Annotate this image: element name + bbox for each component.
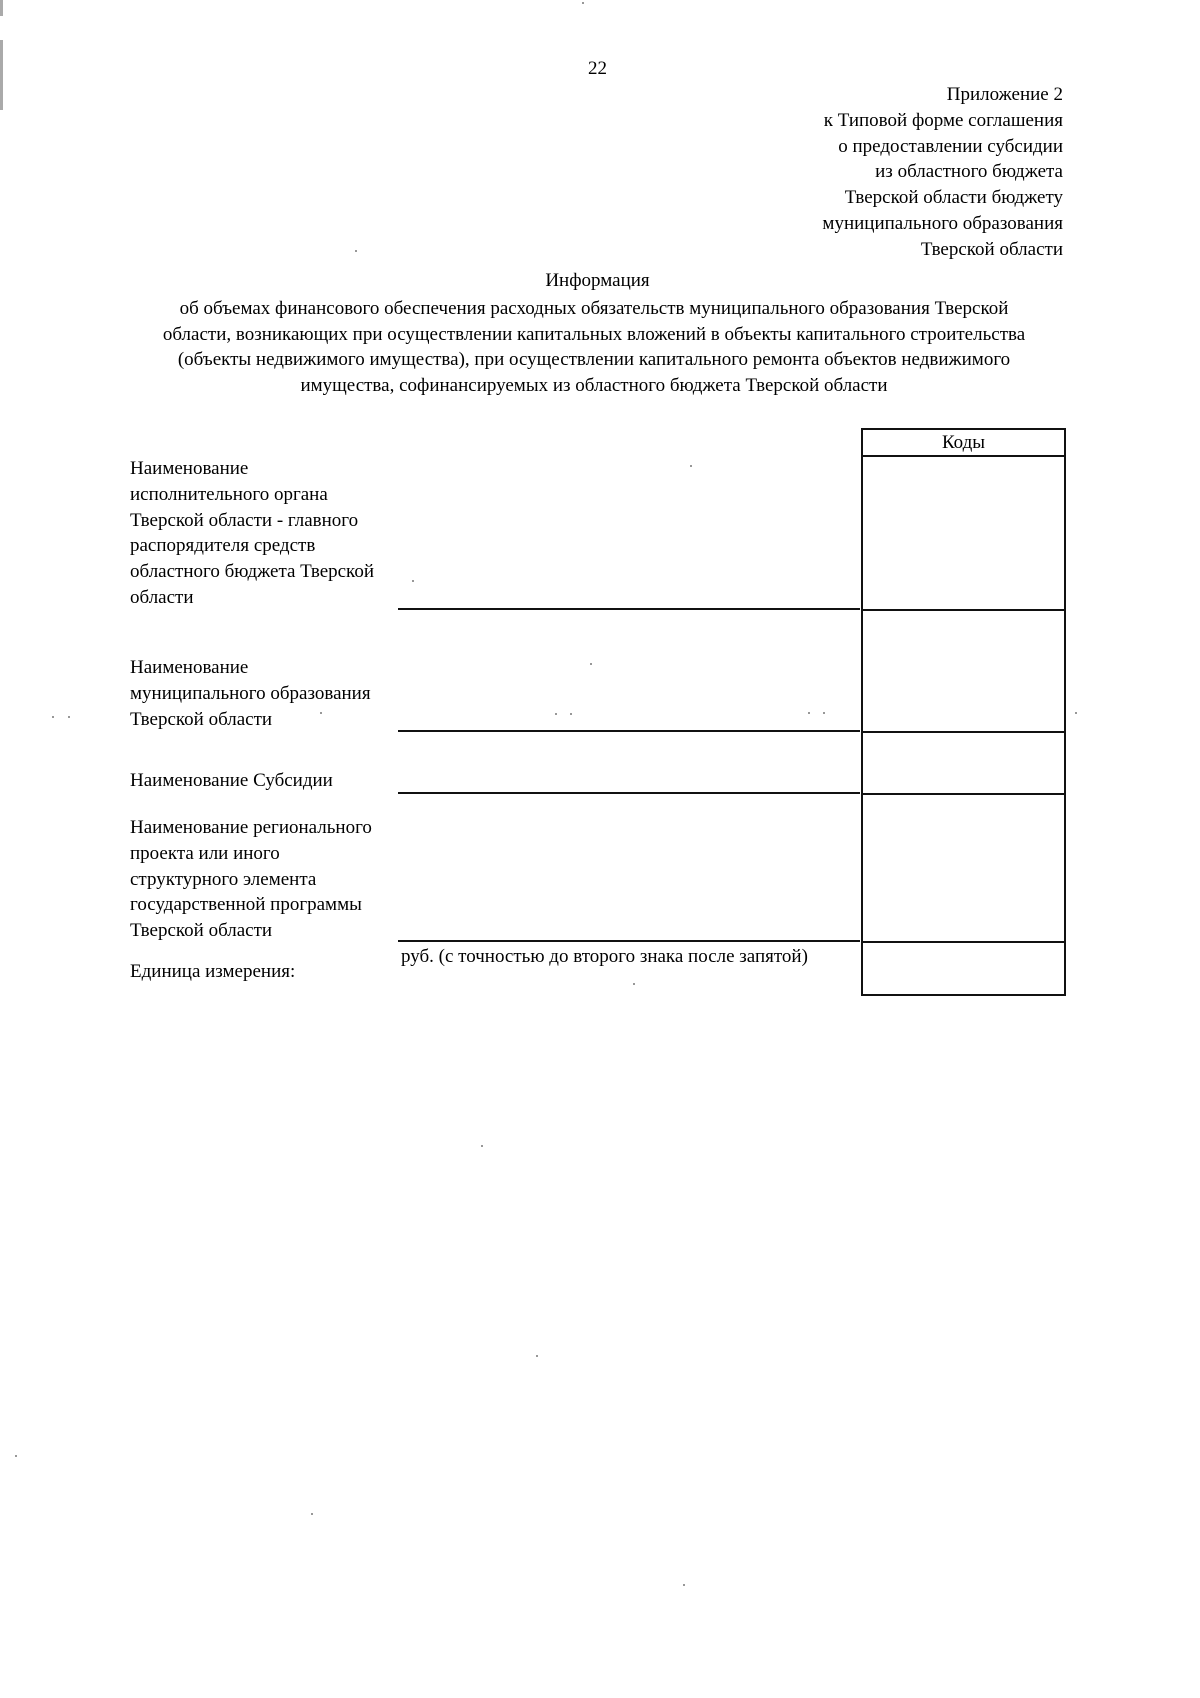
- codes-cell-divider: [863, 731, 1064, 733]
- unit-value: руб. (с точностью до второго знака после запятой): [401, 946, 808, 967]
- label-line: Наименование: [130, 458, 249, 479]
- scan-speck: [590, 663, 592, 665]
- scan-speck: [633, 983, 635, 985]
- scan-speck: [481, 1145, 483, 1147]
- scan-speck: [68, 716, 70, 718]
- scan-speck: [1075, 712, 1077, 714]
- scan-speck: [15, 1455, 17, 1457]
- municipality-field[interactable]: [398, 730, 860, 732]
- appendix-line: Тверской области: [920, 238, 1063, 260]
- scan-speck: [808, 712, 810, 714]
- scan-speck: [412, 580, 414, 582]
- label-line: государственной программы: [130, 894, 362, 916]
- appendix-line: Тверской области бюджету: [844, 187, 1063, 209]
- subtitle-line: имущества, софинансируемых из областного бюджета Тверской области: [300, 375, 888, 397]
- field-label-subsidy: [130, 768, 405, 794]
- appendix-line: из областного бюджета: [875, 161, 1063, 183]
- scan-speck: [823, 712, 825, 714]
- subtitle-line: (объекты недвижимого имущества), при осуществлении капитального ремонта объектов недвижимого: [177, 349, 1011, 371]
- field-label-regional-project: [130, 815, 405, 944]
- label-line: области: [130, 586, 194, 608]
- scan-speck: [52, 716, 54, 718]
- codes-cell-divider: [863, 609, 1064, 611]
- label-line: Наименование регионального: [130, 817, 372, 838]
- document-subtitle: [120, 296, 1068, 399]
- codes-cell-divider: [863, 941, 1064, 943]
- scan-speck: [570, 713, 572, 715]
- regional-project-field[interactable]: [398, 940, 860, 942]
- executive-body-field[interactable]: [398, 608, 860, 610]
- label-line: Тверской области: [130, 708, 273, 730]
- scan-speck: [555, 713, 557, 715]
- label-line: Наименование Субсидии: [130, 770, 333, 791]
- unit-label: Единица измерения:: [130, 961, 296, 982]
- scan-speck: [355, 250, 357, 252]
- scan-speck: [690, 465, 692, 467]
- label-line: Наименование: [130, 657, 249, 678]
- subtitle-line: области, возникающих при осуществлении капитальных вложений в объекты капитального строительства: [162, 323, 1026, 345]
- codes-cell-divider: [863, 793, 1064, 795]
- scan-speck: [683, 1584, 685, 1586]
- scan-speck: [320, 712, 322, 714]
- label-line: Тверской области - главного: [130, 509, 359, 531]
- label-line: исполнительного органа: [130, 483, 328, 505]
- label-line: муниципального образования: [130, 682, 371, 704]
- scan-speck: [536, 1355, 538, 1357]
- page-number: 22: [588, 58, 607, 79]
- appendix-header: [822, 82, 1063, 263]
- appendix-line: муниципального образования: [822, 212, 1063, 234]
- subsidy-field[interactable]: [398, 792, 860, 794]
- codes-table: [861, 428, 1066, 996]
- scan-speck: [311, 1513, 313, 1515]
- scan-edge-mark: [0, 0, 3, 16]
- appendix-line: Приложение 2: [946, 84, 1063, 105]
- subtitle-line: об объемах финансового обеспечения расходных обязательств муниципального образования Тверской: [179, 298, 1009, 319]
- label-line: проекта или иного: [130, 842, 280, 864]
- appendix-line: к Типовой форме соглашения: [823, 109, 1063, 131]
- codes-header: Коды: [863, 430, 1064, 457]
- scan-speck: [582, 2, 584, 4]
- label-line: структурного элемента: [130, 868, 317, 890]
- field-label-executive-body: [130, 456, 405, 611]
- label-line: областного бюджета Тверской: [130, 561, 374, 583]
- field-label-municipality: [130, 655, 405, 732]
- label-line: распорядителя средств: [130, 535, 316, 557]
- document-title: Информация: [545, 270, 650, 291]
- appendix-line: о предоставлении субсидии: [838, 135, 1063, 157]
- label-line: Тверской области: [130, 920, 273, 942]
